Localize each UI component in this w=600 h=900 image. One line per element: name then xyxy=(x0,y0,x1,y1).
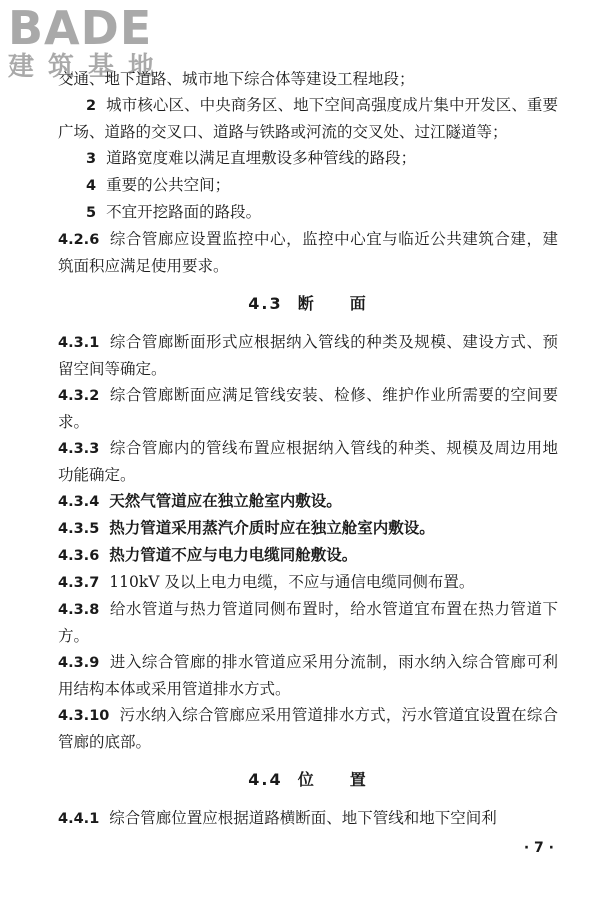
clause-4-4-1 xyxy=(58,805,558,832)
clauses-4-3-list xyxy=(58,329,558,755)
list-item xyxy=(58,199,558,226)
clause-number: 4.3.6 xyxy=(58,548,100,564)
section-title-part: 断 xyxy=(297,294,316,313)
intro-text: 交通、地下道路、城市地下综合体等建设工程地段； xyxy=(58,70,415,88)
document-page xyxy=(58,66,558,832)
clause-item xyxy=(58,702,558,755)
clause-text: 综合管廊应设置监控中心，监控中心宜与临近公共建筑合建，建筑面积应满足使用要求。 xyxy=(58,230,558,275)
clause-number: 4.3.4 xyxy=(58,494,100,510)
clause-text: 综合管廊位置应根据道路横断面、地下管线和地下空间利 xyxy=(109,809,497,827)
clause-number: 4.2.6 xyxy=(58,232,100,248)
clause-number: 4.3.2 xyxy=(58,388,100,404)
list-item xyxy=(58,172,558,199)
section-number: 4.3 xyxy=(248,294,283,313)
clause-text: 综合管廊内的管线布置应根据纳入管线的种类、规模及周边用地功能确定。 xyxy=(58,439,558,484)
clause-item xyxy=(58,596,558,649)
clause-number: 4.3.9 xyxy=(58,655,100,671)
clause-item xyxy=(58,569,558,596)
item-number: 4 xyxy=(86,178,97,194)
clause-text: 给水管道与热力管道同侧布置时，给水管道宜布置在热力管道下方。 xyxy=(58,600,558,645)
clause-number: 4.3.3 xyxy=(58,441,100,457)
item-text: 重要的公共空间； xyxy=(106,176,231,194)
clause-item xyxy=(58,435,558,488)
clause-text: 天然气管道应在独立舱室内敷设。 xyxy=(109,491,342,510)
list-item xyxy=(58,92,558,145)
section-title-part: 面 xyxy=(349,294,368,313)
watermark-subtitle: 建筑基地 xyxy=(8,52,169,82)
item-number: 2 xyxy=(86,98,97,114)
clause-item xyxy=(58,649,558,702)
clause-text: 综合管廊断面应满足管线安装、检修、维护作业所需要的空间要求。 xyxy=(58,386,558,431)
clause-number: 4.3.5 xyxy=(58,521,100,537)
item-text: 不宜开挖路面的路段。 xyxy=(106,203,262,221)
clause-number: 4.3.7 xyxy=(58,575,100,591)
clause-number: 4.3.1 xyxy=(58,335,100,351)
watermark-logo-text: BADE xyxy=(8,1,153,55)
clause-number: 4.3.10 xyxy=(58,708,110,724)
clause-item xyxy=(58,515,558,542)
clause-item xyxy=(58,542,558,569)
clause-item xyxy=(58,329,558,382)
item-text: 城市核心区、中央商务区、地下空间高强度成片集中开发区、重要广场、道路的交叉口、道路与铁路或河流的交叉处、过江隧道等； xyxy=(58,96,558,141)
section-title-part: 位 xyxy=(297,770,316,789)
clause-text: 热力管道不应与电力电缆同舱敷设。 xyxy=(109,545,358,564)
item-number: 3 xyxy=(86,151,97,167)
intro-line xyxy=(58,66,558,92)
clause-text: 污水纳入综合管廊应采用管道排水方式，污水管道宜设置在综合管廊的底部。 xyxy=(58,706,558,751)
clause-item xyxy=(58,382,558,435)
clause-text: 综合管廊断面形式应根据纳入管线的种类及规模、建设方式、预留空间等确定。 xyxy=(58,333,558,378)
clause-4-2-6 xyxy=(58,226,558,279)
clause-text: 热力管道采用蒸汽介质时应在独立舱室内敷设。 xyxy=(109,518,435,537)
page-number: · 7 · xyxy=(523,840,554,856)
clause-text: 110kV 及以上电力电缆，不应与通信电缆同侧布置。 xyxy=(109,573,475,591)
section-number: 4.4 xyxy=(248,770,283,789)
list-item xyxy=(58,145,558,172)
clause-number: 4.4.1 xyxy=(58,811,100,827)
item-number: 5 xyxy=(86,205,97,221)
item-text: 道路宽度难以满足直埋敷设多种管线的路段； xyxy=(106,149,417,167)
items-426-list xyxy=(58,92,558,226)
clause-item xyxy=(58,488,558,515)
section-heading-4-4 xyxy=(58,767,558,793)
section-heading-4-3 xyxy=(58,291,558,317)
section-title-part: 置 xyxy=(349,770,368,789)
clause-number: 4.3.8 xyxy=(58,602,100,618)
clause-text: 进入综合管廊的排水管道应采用分流制，雨水纳入综合管廊可利用结构本体或采用管道排水方式。 xyxy=(58,653,558,698)
